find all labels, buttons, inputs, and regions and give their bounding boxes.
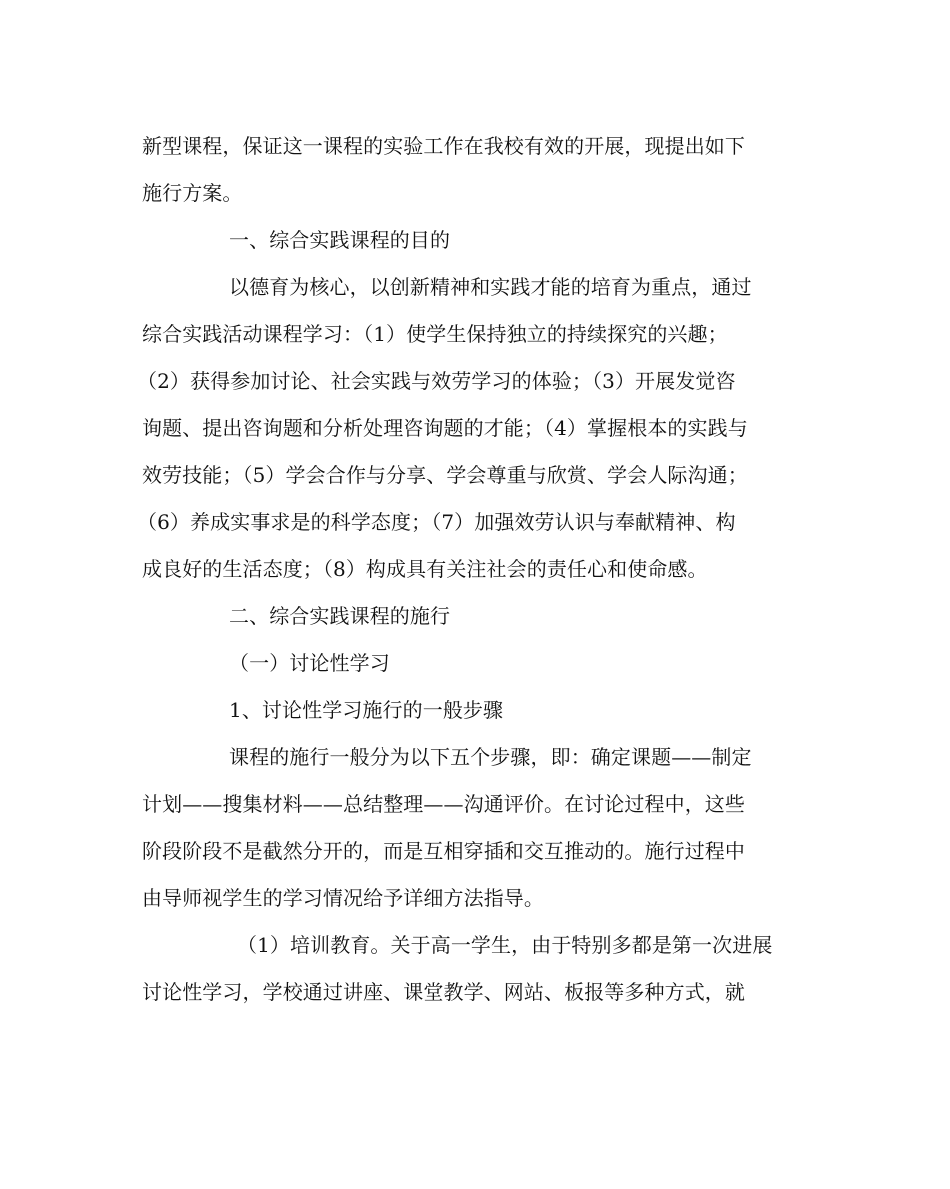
text-line: 阶段阶段不是截然分开的，而是互相穿插和交互推动的。施行过程中 (142, 839, 745, 863)
text-line: （2）获得参加讨论、社会实践与效劳学习的体验；（3）开展发觉咨 (137, 369, 736, 393)
text-line: （1）培训教育。关于高一学生，由于特别多都是第一次进展 (237, 933, 773, 957)
text-line: 成良好的生活态度；（8）构成具有关注社会的责任心和使命感。 (142, 557, 708, 581)
text-line: 综合实践活动课程学习：（1）使学生保持独立的持续探究的兴趣； (142, 322, 728, 346)
numbered-heading: 1、讨论性学习施行的一般步骤 (229, 698, 504, 722)
subsection-heading: （一）讨论性学习 (229, 651, 390, 675)
text-line: 讨论性学习，学校通过讲座、课堂教学、网站、板报等多种方式，就 (142, 980, 745, 1004)
text-line: 效劳技能；（5）学会合作与分享、学会尊重与欣赏、学会人际沟通； (142, 463, 748, 487)
text-line: 课程的施行一般分为以下五个步骤，即：确定课题——制定 (229, 745, 752, 769)
text-line: 以德育为核心，以创新精神和实践才能的培育为重点，通过 (229, 275, 752, 299)
text-line: 新型课程，保证这一课程的实验工作在我校有效的开展，现提出如下 (142, 134, 745, 158)
section-heading: 二、综合实践课程的施行 (229, 604, 451, 628)
document-body (137, 123, 822, 1016)
text-line: 询题、提出咨询题和分析处理咨询题的才能；（4）掌握根本的实践与 (142, 416, 748, 440)
text-line: 施行方案。 (142, 181, 243, 205)
section-heading: 一、综合实践课程的目的 (229, 228, 451, 252)
text-line: 计划——搜集材料——总结整理——沟通评价。在讨论过程中，这些 (142, 792, 745, 816)
text-line: 由导师视学生的学习情况给予详细方法指导。 (142, 886, 544, 910)
text-line: （6）养成实事求是的科学态度；（7）加强效劳认识与奉献精神、构 (137, 510, 736, 534)
